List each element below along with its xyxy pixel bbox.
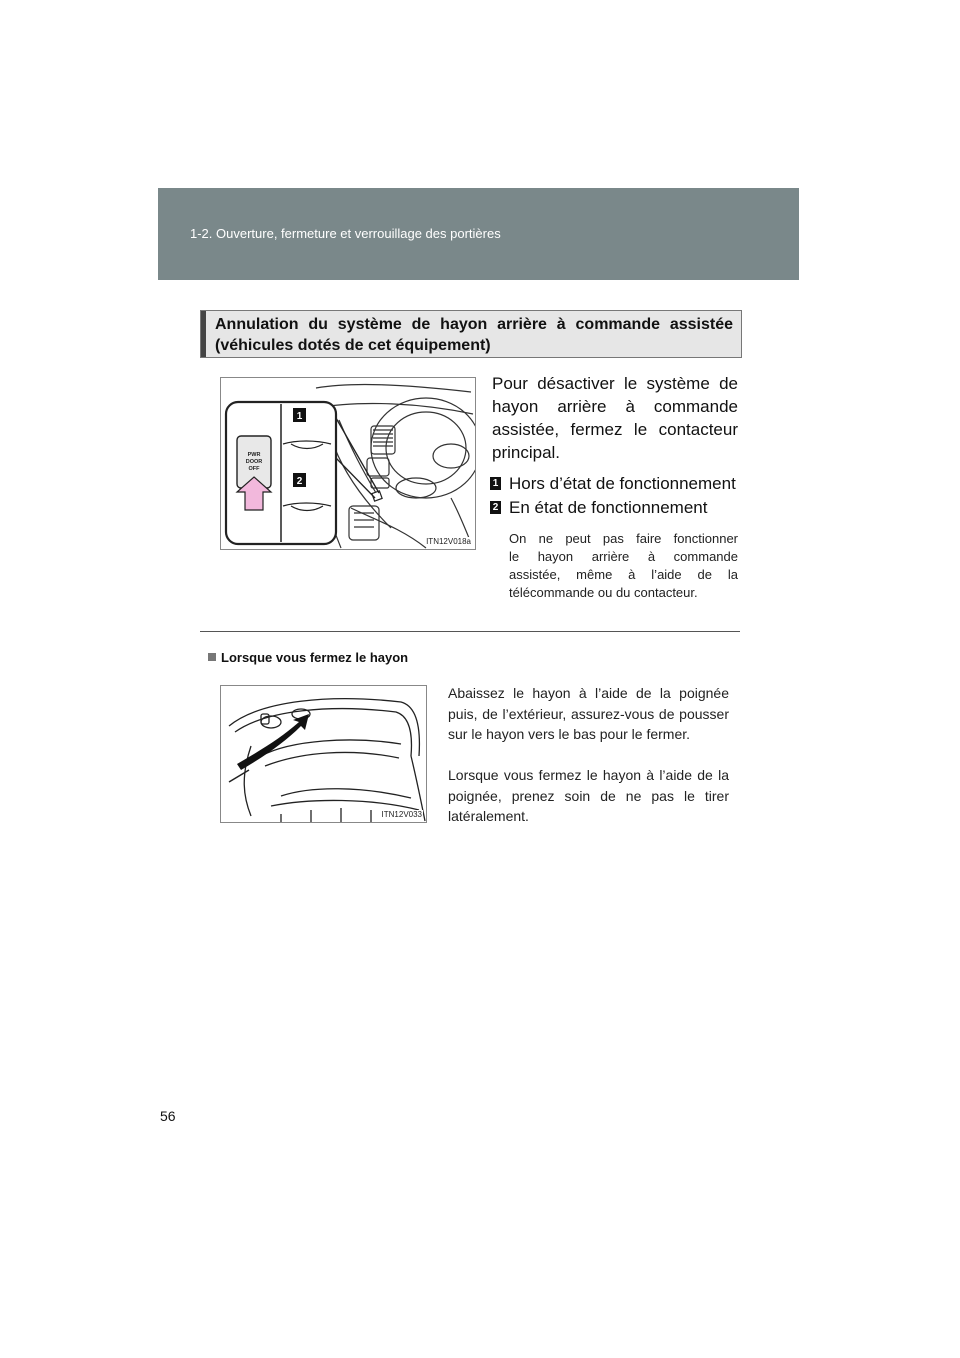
subsection-heading [208, 650, 408, 665]
header-band [158, 188, 799, 280]
chapter-heading: 1-2. Ouverture, fermeture et verrouillage des portières [190, 226, 501, 241]
note-line: le hayon arrière à commande [509, 549, 738, 564]
tailgate-illustration [221, 686, 426, 822]
item-number-badge: 2 [490, 501, 501, 514]
tailgate-figure [220, 685, 427, 823]
note-line: On ne peut pas faire fonctionner [509, 531, 738, 546]
intro-line: hayon arrière à commande [492, 397, 738, 416]
figure-marker-1: 1 [296, 411, 303, 422]
switch-label-line3: OFF [248, 466, 260, 472]
item-label: Hors d’état de fonctionnement [509, 474, 736, 493]
item-number-badge: 1 [490, 477, 501, 490]
intro-line: Pour désactiver le système de [492, 374, 738, 393]
note-line: télécommande ou du contacteur. [509, 585, 698, 600]
page-number: 56 [160, 1108, 176, 1124]
figure-code: ITN12V033 [381, 810, 422, 819]
dashboard-switch-figure [220, 377, 476, 550]
dashboard-illustration [221, 378, 475, 549]
note-line: assistée, même à l’aide de la [509, 567, 738, 582]
section-divider [200, 631, 740, 632]
figure-marker-2: 2 [296, 476, 303, 487]
square-bullet-icon [208, 653, 216, 661]
section-title: Annulation du système de hayon arrière à commande assistée (véhicules dotés de cet équipement) [215, 316, 733, 354]
intro-paragraph [492, 372, 738, 464]
switch-label-line1: PWR [247, 452, 261, 458]
switch-label-line2: DOOR [245, 459, 263, 465]
intro-line: assistée, fermez le contacteur [492, 420, 738, 439]
section-title-bar [201, 311, 206, 357]
list-item [490, 498, 707, 520]
intro-line: principal. [492, 443, 561, 462]
figure-code: ITN12V018a [426, 537, 471, 546]
list-item [490, 474, 736, 496]
subsection-heading-text: Lorsque vous fermez le hayon [221, 650, 409, 665]
section-title-box [200, 310, 742, 358]
body-paragraph: Abaissez le hayon à l’aide de la poignée puis, de l’extérieur, assurez-vous de pousser sur le hayon vers le bas pour le fermer. [448, 685, 729, 742]
body-paragraph: Lorsque vous fermez le hayon à l’aide de la poignée, prenez soin de ne pas le tirer latéralement. [448, 767, 729, 824]
item-label: En état de fonctionnement [509, 498, 708, 517]
note-paragraph [509, 530, 738, 602]
